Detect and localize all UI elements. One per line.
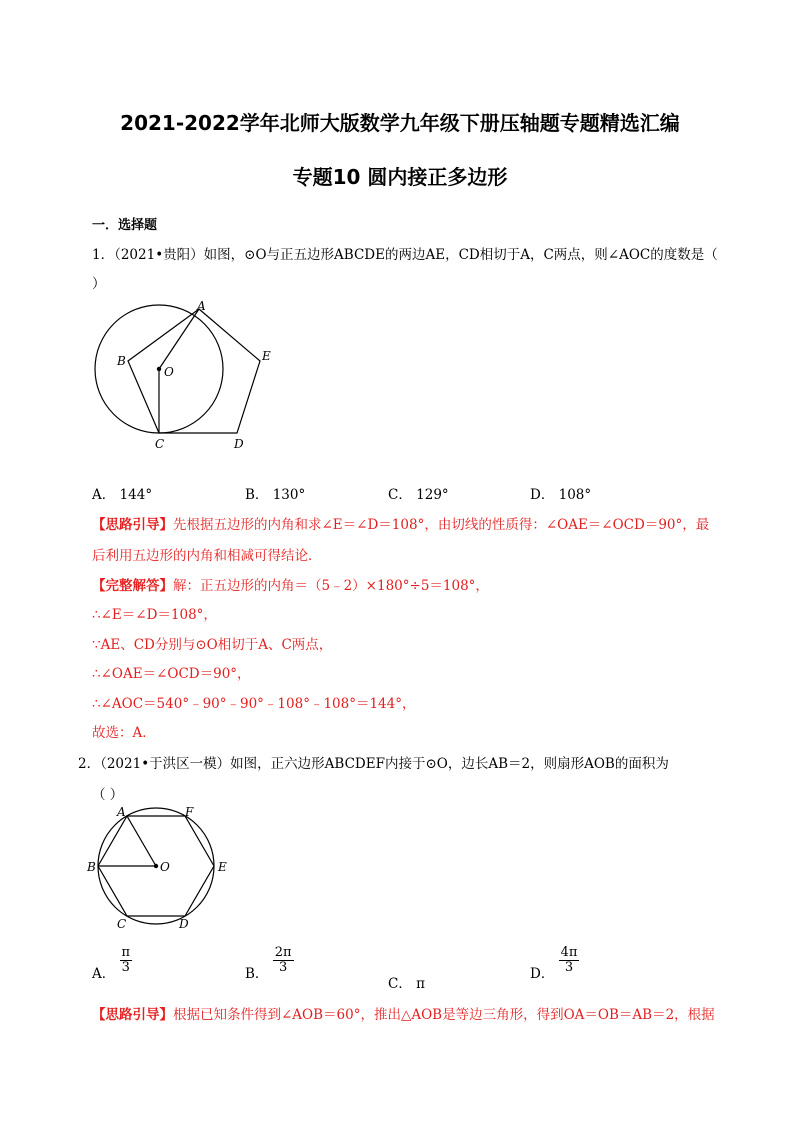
q1-pentagon — [128, 309, 260, 433]
q2-label-o: O — [160, 860, 170, 874]
q1-option-d: D． 108° — [530, 487, 592, 503]
q1-answer-line6: 故选：A． — [92, 725, 156, 741]
q1-option-b: B． 130° — [245, 487, 306, 503]
q2-radius-oa — [127, 816, 156, 866]
q2-option-c: C． π — [388, 976, 426, 992]
section-heading: 一．选择题 — [92, 218, 158, 233]
q1-hint-line1: 【思路引导】先根据五边形的内角和求∠E＝∠D＝108°，由切线的性质得：∠OAE＝∠OCD＝90°，最 — [92, 517, 710, 533]
q2-label-a: A — [117, 806, 126, 819]
q1-label-a: A — [197, 299, 206, 313]
q1-label-e: E — [262, 349, 271, 363]
q2-label-d: D — [179, 917, 189, 931]
q2-label-f: F — [185, 806, 194, 819]
q2-option-a: A． $\frac{\pi}{3}$ — [92, 945, 131, 982]
q1-stem-line1: 1．（2021•贵阳）如图，⊙O与正五边形ABCDE的两边AE，CD相切于A，C两点，则∠AOC的度数是（ — [92, 247, 718, 263]
q1-figure — [88, 298, 288, 458]
q2-option-d: D． $\frac{4\pi}{3}$ — [530, 945, 578, 982]
q1-center-point — [157, 367, 161, 371]
q1-answer-line5: ∴∠AOC＝540°﹣90°﹣90°﹣108°﹣108°＝144°， — [92, 696, 416, 712]
q1-hint-line2: 后利用五边形的内角和相减可得结论． — [92, 548, 322, 564]
q2-label-b: B — [87, 860, 96, 874]
q1-answer-tag: 【完整解答】 — [92, 578, 173, 594]
q2-option-b: B． $\frac{2\pi}{3}$ — [245, 945, 292, 982]
q1-option-c: C． 129° — [388, 487, 449, 503]
q1-option-a: A． 144° — [92, 487, 153, 503]
q2-hint-line1: 【思路引导】根据已知条件得到∠AOB＝60°，推出△AOB是等边三角形，得到OA＝OB＝AB＝2，根据 — [92, 1007, 715, 1023]
q1-answer-line1: 【完整解答】解：正五边形的内角＝（5﹣2）×180°÷5＝108°， — [92, 578, 489, 594]
document-title: 2021-2022学年北师大版数学九年级下册压轴题专题精选汇编 — [120, 111, 680, 135]
q1-answer-line3: ∵AE、CD分别与⊙O相切于A、C两点， — [92, 637, 333, 653]
q1-answer-line4: ∴∠OAE＝∠OCD＝90°， — [92, 666, 251, 682]
q1-radius-oa — [159, 309, 199, 369]
q2-stem-line1: 2．（2021•于洪区一模）如图，正六边形ABCDEF内接于⊙O，边长AB＝2，则扇形AOB的面积为 — [78, 756, 669, 772]
q1-answer-line2: ∴∠E＝∠D＝108°， — [92, 607, 217, 623]
document-subtitle: 专题10 圆内接正多边形 — [292, 165, 508, 189]
q2-label-e: E — [218, 860, 227, 874]
q2-stem-line2: （ ） — [92, 787, 124, 803]
q2-center-point — [154, 864, 158, 868]
q1-label-o: O — [164, 365, 174, 379]
q1-label-c: C — [155, 437, 165, 451]
q1-hint-tag: 【思路引导】 — [92, 517, 173, 533]
q2-label-c: C — [117, 917, 127, 931]
q1-label-d: D — [234, 437, 244, 451]
q2-figure — [84, 806, 234, 932]
q2-hint-tag: 【思路引导】 — [92, 1007, 173, 1023]
q1-label-b: B — [117, 354, 126, 368]
q1-stem-line2: ） — [92, 276, 106, 292]
